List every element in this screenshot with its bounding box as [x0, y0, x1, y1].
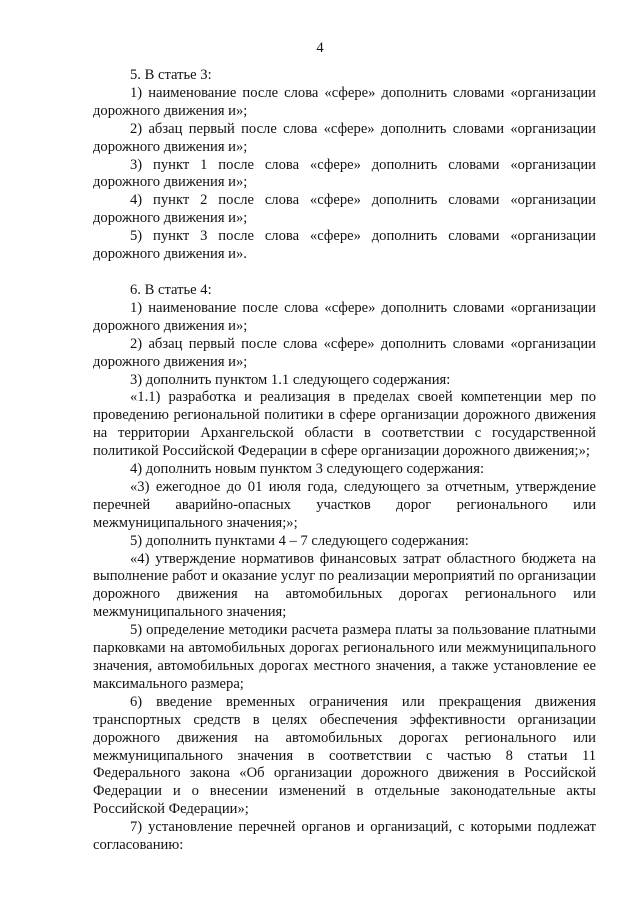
- paragraph: 5) дополнить пунктами 4 – 7 следующего содержания:: [130, 532, 469, 549]
- paragraph: 2) абзац первый после слова «сфере» дополнить словами «организации дорожного движения и»;: [93, 335, 596, 370]
- page-number: 4: [316, 40, 324, 56]
- section-spacer: [93, 264, 596, 282]
- quoted-paragraph: «1.1) разработка и реализация в пределах своей компетенции мер по проведению региональной политики в сфере организации дорожного движения на территории Архангельской области в соответствии с государственной политикой Российской Федерации в сфере организации дорожного движения;»;: [93, 389, 596, 460]
- paragraph: 1) наименование после слова «сфере» дополнить словами «организации дорожного движения и»;: [93, 84, 596, 119]
- quoted-paragraph: «4) утверждение нормативов финансовых затрат областного бюджета на выполнение работ и оказание услуг по реализации мероприятий по организации дорожного движения на автомобильных дорогах регионального или межмуниципального значения;: [93, 550, 596, 621]
- quoted-paragraph: «3) ежегодное до 01 июля года, следующего за отчетным, утверждение перечней аварийно-опасных участков дорог регионального или межмуниципального значения;»;: [93, 478, 596, 531]
- paragraph: 4) дополнить новым пунктом 3 следующего содержания:: [130, 461, 485, 478]
- section-heading: 6. В статье 4:: [130, 281, 212, 298]
- paragraph: 1) наименование после слова «сфере» дополнить словами «организации дорожного движения и»;: [93, 299, 596, 334]
- quoted-paragraph: 6) введение временных ограничения или прекращения движения транспортных средств в целях обеспечения эффективности организации дорожного движения на автомобильных дорогах регионального или межмуниципального значения в соответствии с частью 8 статьи 11 Федерального закона «Об организации дорожного движения в Российской Федерации и о внесении изменений в отдельные законодательные акты Российской Федерации»;: [93, 693, 596, 818]
- paragraph: 3) дополнить пунктом 1.1 следующего содержания:: [130, 371, 451, 388]
- paragraph: 3) пункт 1 после слова «сфере» дополнить словами «организации дорожного движения и»;: [93, 156, 596, 191]
- section-article-3: [93, 67, 596, 264]
- section-article-4: [93, 282, 596, 855]
- paragraph: 4) пункт 2 после слова «сфере» дополнить словами «организации дорожного движения и»;: [93, 192, 596, 227]
- quoted-paragraph: 5) определение методики расчета размера платы за пользование платными парковками на автомобильных дорогах регионального или межмуниципального значения, автомобильных дорогах местного значения, а также установление ее максимального размера;: [93, 622, 596, 692]
- paragraph: 2) абзац первый после слова «сфере» дополнить словами «организации дорожного движения и»;: [93, 120, 596, 155]
- paragraph: 5) пункт 3 после слова «сфере» дополнить словами «организации дорожного движения и».: [93, 228, 596, 263]
- quoted-paragraph: 7) установление перечней органов и организаций, с которыми подлежат согласованию:: [93, 819, 596, 854]
- document-body: [93, 67, 596, 855]
- section-heading: 5. В статье 3:: [130, 67, 212, 83]
